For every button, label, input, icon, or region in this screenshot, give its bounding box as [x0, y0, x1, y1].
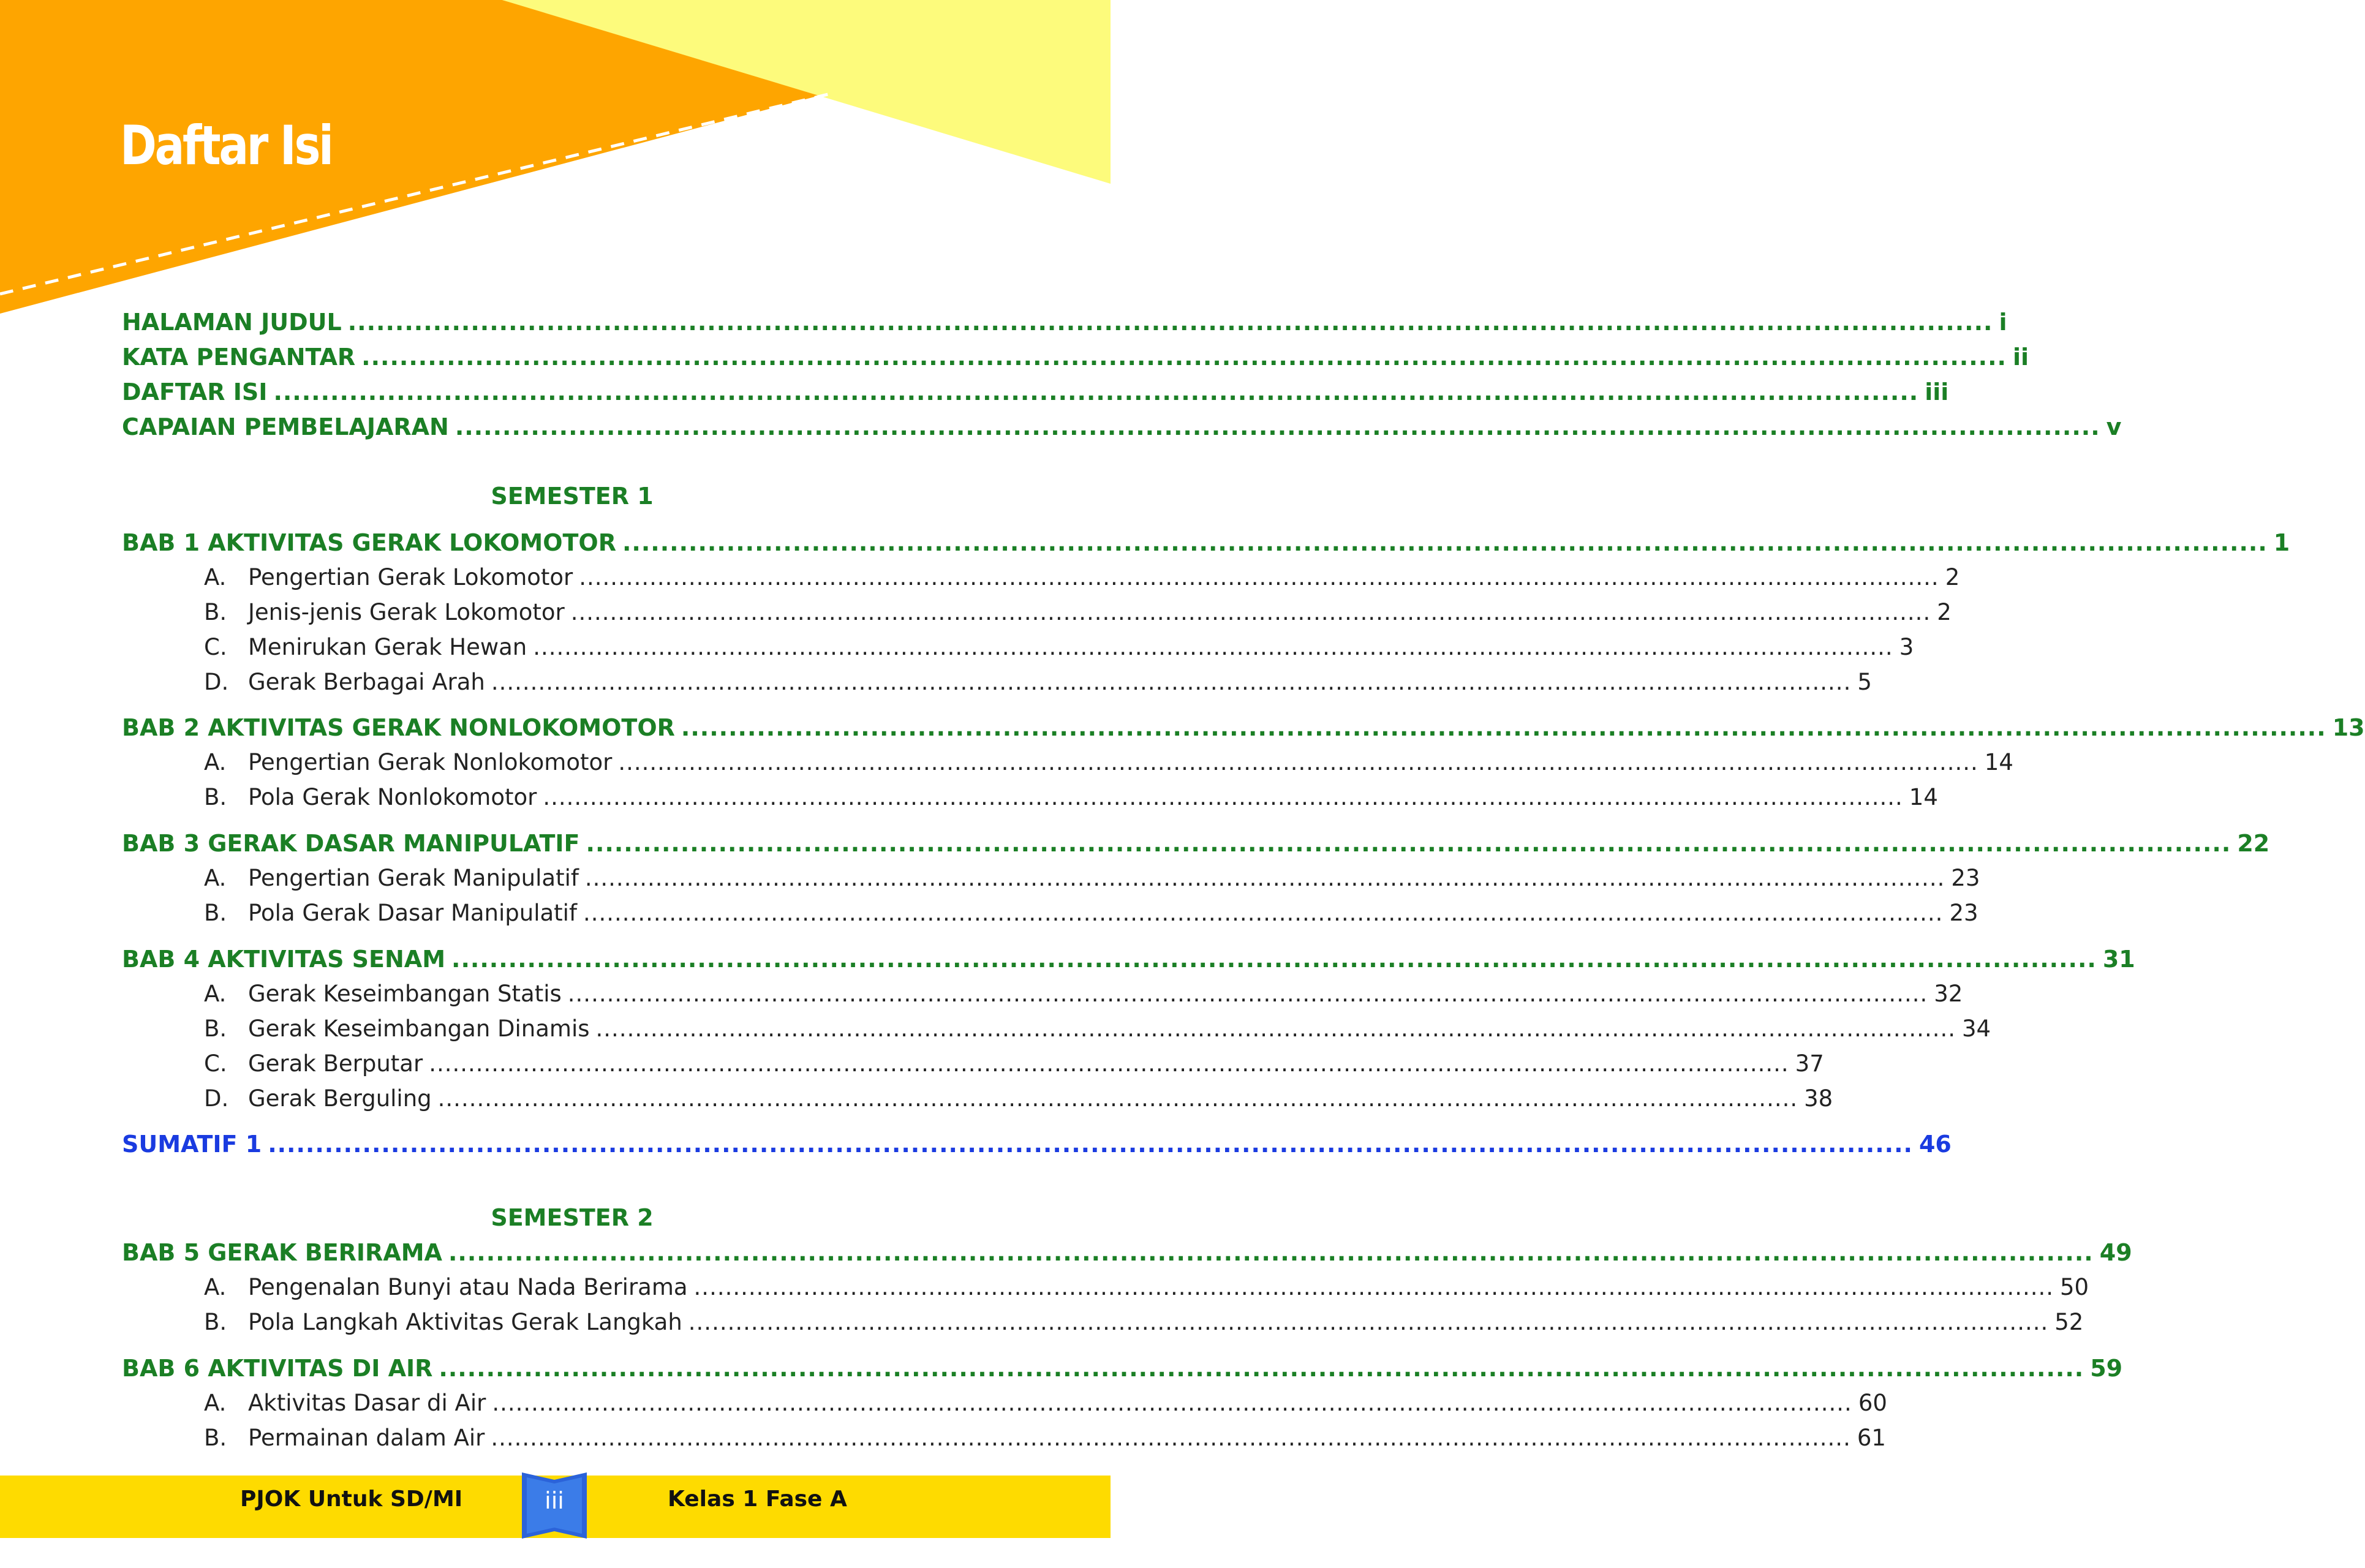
- toc-entry-page: 1: [2273, 529, 2290, 556]
- toc-entry-title: DAFTAR ISI: [122, 379, 268, 405]
- toc-entry-sumatif-1[interactable]: [122, 1131, 1952, 1158]
- dot-leader: ..............................................................................................................................................................................: [583, 900, 1944, 926]
- toc-section-title: Pola Langkah Aktivitas Gerak Langkah: [248, 1309, 682, 1335]
- dot-leader: ..............................................................................................................................................................................: [622, 529, 2268, 556]
- toc-chapter-bab-3[interactable]: [122, 830, 2270, 857]
- toc-entry-page: iii: [1925, 379, 1949, 405]
- toc-entry-daftar-isi[interactable]: [122, 379, 1949, 405]
- toc-entry-kata-pengantar[interactable]: [122, 344, 2029, 371]
- toc-section[interactable]: [204, 1085, 1833, 1112]
- dot-leader: ..............................................................................................................................................................................: [595, 1016, 1956, 1042]
- dot-leader: ..............................................................................................................................................................................: [429, 1050, 1789, 1077]
- toc-section-page: 2: [1937, 599, 1952, 625]
- toc-section-letter: A.: [204, 749, 227, 775]
- toc-entry-title: BAB 5 GERAK BERIRAMA: [122, 1239, 442, 1266]
- toc-entry-title: HALAMAN JUDUL: [122, 309, 342, 336]
- dot-leader: ..............................................................................................................................................................................: [448, 1239, 2094, 1266]
- toc-section-letter: C.: [204, 634, 227, 660]
- dot-leader: ..............................................................................................................................................................................: [491, 1425, 1851, 1451]
- semester-1-heading: SEMESTER 1: [491, 483, 654, 510]
- toc-section[interactable]: [204, 564, 1960, 590]
- page-title: Daftar Isi: [120, 114, 332, 177]
- toc-entry-page: v: [2106, 413, 2122, 440]
- toc-section-title: Pengenalan Bunyi atau Nada Berirama: [248, 1274, 688, 1300]
- toc-section[interactable]: [204, 900, 1978, 926]
- toc-section[interactable]: [204, 784, 1938, 810]
- toc-section-page: 23: [1951, 865, 1980, 891]
- dot-leader: ..............................................................................................................................................................................: [273, 379, 1919, 405]
- toc-entry-page: ii: [2012, 344, 2029, 371]
- toc-section-letter: D.: [204, 669, 229, 695]
- toc-section-page: 5: [1857, 669, 1872, 695]
- toc-section[interactable]: [204, 1050, 1824, 1077]
- toc-section[interactable]: [204, 865, 1980, 891]
- toc-section[interactable]: [204, 634, 1914, 660]
- toc-section-page: 23: [1949, 900, 1978, 926]
- toc-section-letter: B.: [204, 1016, 227, 1042]
- toc-section-page: 2: [1945, 564, 1960, 590]
- toc-section-letter: A.: [204, 1390, 227, 1416]
- toc-entry-title: SUMATIF 1: [122, 1131, 262, 1158]
- toc-section-title: Aktivitas Dasar di Air: [248, 1390, 486, 1416]
- toc-entry-title: KATA PENGANTAR: [122, 344, 356, 371]
- toc-entry-halaman-judul[interactable]: [122, 309, 2007, 336]
- toc-section-letter: A.: [204, 981, 227, 1007]
- toc-entry-page: 22: [2237, 830, 2270, 857]
- dot-leader: ..............................................................................................................................................................................: [455, 413, 2100, 440]
- toc-chapter-bab-2[interactable]: [122, 714, 2365, 741]
- toc-section-page: 14: [1984, 749, 2013, 775]
- dot-leader: ..............................................................................................................................................................................: [693, 1274, 2054, 1300]
- toc-chapter-bab-4[interactable]: [122, 946, 2135, 973]
- toc-section-title: Gerak Keseimbangan Dinamis: [248, 1016, 590, 1042]
- dot-leader: ..............................................................................................................................................................................: [533, 634, 1893, 660]
- toc-section-title: Menirukan Gerak Hewan: [248, 634, 527, 660]
- toc-section[interactable]: [204, 1016, 1991, 1042]
- toc-section[interactable]: [204, 1425, 1886, 1451]
- dot-leader: ..............................................................................................................................................................................: [361, 344, 2007, 371]
- toc-section-title: Gerak Berbagai Arah: [248, 669, 485, 695]
- dot-leader: ..............................................................................................................................................................................: [439, 1355, 2084, 1382]
- toc-section-title: Pengertian Gerak Manipulatif: [248, 865, 579, 891]
- toc-entry-page: 31: [2102, 946, 2135, 973]
- toc-section[interactable]: [204, 599, 1952, 625]
- toc-section-page: 37: [1795, 1050, 1824, 1077]
- toc-section[interactable]: [204, 981, 1963, 1007]
- toc-entry-title: BAB 4 AKTIVITAS SENAM: [122, 946, 446, 973]
- toc-entry-title: BAB 2 AKTIVITAS GERAK NONLOKOMOTOR: [122, 714, 675, 741]
- dot-leader: ..............................................................................................................................................................................: [543, 784, 1903, 810]
- toc-section[interactable]: [204, 1274, 2089, 1300]
- toc-section-letter: B.: [204, 599, 227, 625]
- toc-section-letter: B.: [204, 900, 227, 926]
- footer-book-title: PJOK Untuk SD/MI: [240, 1487, 463, 1512]
- footer-page-number: iii: [545, 1487, 564, 1514]
- toc-section-title: Pola Gerak Nonlokomotor: [248, 784, 537, 810]
- toc-section[interactable]: [204, 749, 2013, 775]
- toc-section-letter: A.: [204, 564, 227, 590]
- toc-entry-page: i: [1999, 309, 2007, 336]
- toc-section-title: Gerak Keseimbangan Statis: [248, 981, 562, 1007]
- toc-section-title: Permainan dalam Air: [248, 1425, 485, 1451]
- dot-leader: ..............................................................................................................................................................................: [570, 599, 1931, 625]
- toc-section-letter: B.: [204, 1309, 227, 1335]
- toc-chapter-bab-6[interactable]: [122, 1355, 2123, 1382]
- toc-entry-title: BAB 6 AKTIVITAS DI AIR: [122, 1355, 433, 1382]
- toc-section-page: 32: [1934, 981, 1963, 1007]
- toc-chapter-bab-1[interactable]: [122, 529, 2290, 556]
- toc-entry-page: 46: [1918, 1131, 1952, 1158]
- dot-leader: ..............................................................................................................................................................................: [567, 981, 1928, 1007]
- toc-section-title: Pola Gerak Dasar Manipulatif: [248, 900, 577, 926]
- semester-2-heading: SEMESTER 2: [491, 1204, 654, 1231]
- dot-leader: ..............................................................................................................................................................................: [579, 564, 1939, 590]
- dot-leader: ..............................................................................................................................................................................: [451, 946, 2097, 973]
- toc-section-title: Jenis-jenis Gerak Lokomotor: [248, 599, 565, 625]
- toc-entry-page: 59: [2090, 1355, 2123, 1382]
- dot-leader: ..............................................................................................................................................................................: [681, 714, 2326, 741]
- toc-section-title: Pengertian Gerak Nonlokomotor: [248, 749, 613, 775]
- dot-leader: ..............................................................................................................................................................................: [584, 865, 1945, 891]
- toc-chapter-bab-5[interactable]: [122, 1239, 2132, 1266]
- toc-section[interactable]: [204, 1390, 1887, 1416]
- toc-entry-capaian-pembelajaran[interactable]: [122, 413, 2122, 440]
- dot-leader: ..............................................................................................................................................................................: [492, 1390, 1852, 1416]
- dot-leader: ..............................................................................................................................................................................: [618, 749, 1978, 775]
- toc-section-letter: A.: [204, 1274, 227, 1300]
- toc-entry-page: 49: [2099, 1239, 2132, 1266]
- toc-section[interactable]: [204, 669, 1872, 695]
- toc-section-page: 3: [1899, 634, 1914, 660]
- dot-leader: ..............................................................................................................................................................................: [586, 830, 2231, 857]
- toc-entry-page: 13: [2332, 714, 2365, 741]
- dot-leader: ..............................................................................................................................................................................: [491, 669, 1852, 695]
- toc-section[interactable]: [204, 1309, 2084, 1335]
- toc-section-page: 50: [2060, 1274, 2089, 1300]
- toc-entry-title: CAPAIAN PEMBELAJARAN: [122, 413, 449, 440]
- dot-leader: ..............................................................................................................................................................................: [347, 309, 1993, 336]
- footer-class-label: Kelas 1 Fase A: [668, 1487, 847, 1512]
- toc-section-title: Gerak Berputar: [248, 1050, 423, 1077]
- toc-section-letter: D.: [204, 1085, 229, 1112]
- toc-section-page: 14: [1909, 784, 1938, 810]
- toc-section-title: Pengertian Gerak Lokomotor: [248, 564, 573, 590]
- toc-section-title: Gerak Berguling: [248, 1085, 432, 1112]
- toc-section-letter: B.: [204, 1425, 227, 1451]
- toc-section-page: 38: [1804, 1085, 1833, 1112]
- toc-section-page: 52: [2054, 1309, 2084, 1335]
- toc-section-page: 60: [1858, 1390, 1887, 1416]
- toc-section-letter: B.: [204, 784, 227, 810]
- toc-entry-title: BAB 3 GERAK DASAR MANIPULATIF: [122, 830, 580, 857]
- toc-section-page: 34: [1962, 1016, 1991, 1042]
- toc-section-page: 61: [1857, 1425, 1886, 1451]
- dot-leader: ..............................................................................................................................................................................: [688, 1309, 2049, 1335]
- toc-section-letter: C.: [204, 1050, 227, 1077]
- dot-leader: ..............................................................................................................................................................................: [268, 1131, 1913, 1158]
- toc-entry-title: BAB 1 AKTIVITAS GERAK LOKOMOTOR: [122, 529, 616, 556]
- toc-section-letter: A.: [204, 865, 227, 891]
- dot-leader: ..............................................................................................................................................................................: [437, 1085, 1798, 1112]
